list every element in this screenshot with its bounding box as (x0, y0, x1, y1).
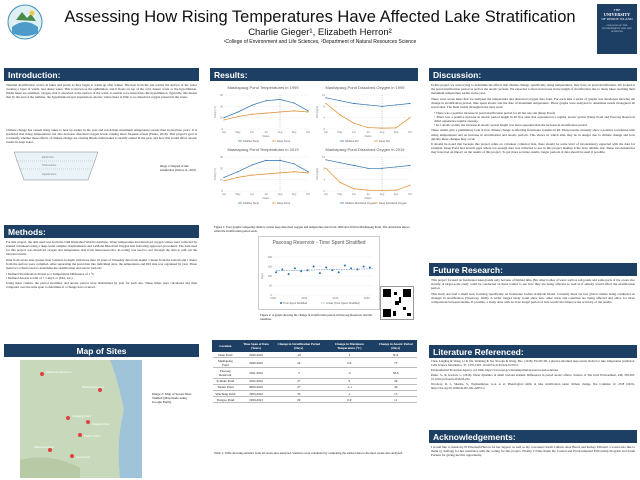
reference-item: Woolway, R. I., Sharma, S., Weyhenmeyer, G.A. et al. Phenological shifts in lake stratification under climate change. Nat Commun 12, 2318 (2021). https://doi.org/10.1038/s41467-021-22657-4 (431, 382, 635, 390)
table-cell: -1 (324, 390, 375, 396)
x-tick-label: May (337, 131, 343, 134)
data-point (339, 182, 340, 183)
site-marker-1[interactable] (40, 372, 44, 376)
poster-authors: Charlie Gieger¹, Elizabeth Herron² (248, 27, 392, 38)
legend-label: Shallow Temp (243, 139, 260, 143)
x-axis-label: Dates (262, 197, 270, 200)
map-heading (4, 344, 199, 357)
table-cell: 3 (274, 368, 324, 378)
x-axis-label: Dates (364, 135, 372, 138)
legend-label: Linear (Time Spent Stratified) (326, 302, 360, 305)
table-cell: 0.9 (324, 397, 375, 403)
future-p1: This project focused on freshwater lakes/ponds only because of limited time. But other bodies of water such as salt ponds and some parts of the ocean also stratify. A larger-scale study could be conducted on these bodies to see how they are being affected as well as if salinity would affect the stratification period. (431, 278, 635, 291)
x-tick-label: May (235, 193, 241, 196)
site-map (20, 360, 142, 478)
chart-title: Mashapaug Pond Dissolved Oxygen in 1999 (325, 85, 405, 90)
diagram-label-thermocline: Thermocline (42, 164, 57, 167)
table-header-cell: Change in Anoxic Period (Days) (375, 341, 417, 352)
y-tick-label: 0 (323, 128, 325, 131)
qr-code[interactable] (380, 286, 414, 320)
diagram-label-hypolimnion: Hypolimnion (42, 173, 57, 176)
legend-label: Shallow Dissolved Oxygen (345, 201, 376, 205)
chart-title: Mashapaug Pond Temperatures in 2019 (227, 147, 299, 152)
data-point (313, 266, 315, 268)
data-point (294, 267, 296, 269)
results-heading: Results: (210, 68, 418, 81)
data-point (409, 185, 410, 186)
discussion-p2: There were seven lakes that we analyzed the temperature and dissolved oxygen data from. For each lake a series of graphs was developed showing the change in stratification period, time spent anoxic and the date of maximum temperature. These graphs were analyzed to determine trends throughout all seven sites. The main trends throughout the sites were: (431, 96, 635, 109)
data-point (251, 105, 252, 106)
y-tick-label: 30 (220, 156, 223, 159)
y-tick-label: 100 (267, 275, 272, 278)
x-tick-label: Sep (291, 131, 297, 134)
y-tick-label: 8 (323, 167, 325, 171)
future-heading: Future Research: (429, 263, 637, 276)
x-tick-label: 2000 (301, 297, 308, 300)
y-axis-label: DO (mg/L) (316, 167, 319, 181)
x-tick-label: Apr (221, 193, 227, 196)
intro-text-2 (6, 128, 197, 144)
data-point (223, 117, 224, 118)
y-tick-label: 20 (220, 167, 223, 171)
table-cell: 24 (274, 358, 324, 368)
series-line (323, 104, 410, 131)
table-row (213, 397, 417, 403)
y-axis-label: Temp (°C) (214, 106, 217, 118)
chart-temp-2019 (214, 147, 312, 205)
discussion-b3: • In 5 anoxic ponds, the increase in anoxic period length was more apparent than the increase in stratification period. (434, 122, 588, 127)
series-line (224, 100, 308, 118)
table-cell: 29 (274, 397, 324, 403)
data-point (275, 271, 277, 273)
table-cell: 2000-2022 (238, 384, 274, 390)
table-cell: 27 (274, 378, 324, 384)
figure1-caption: Figure 1: Four graphs comparing shallow versus deep dissolved oxygen and temperature data from 1999 and 2019 in Mashapaug Pond. The dotted line shows when the stratification period ends. (214, 225, 410, 233)
data-point (281, 268, 283, 270)
table-cell: 29 (375, 378, 417, 384)
table-cell: 1991-2022 (238, 368, 274, 378)
poster-title: Assessing How Rising Temperatures Have Affected Lake Stratification (64, 8, 576, 26)
x-tick-label: 1990 (270, 297, 276, 300)
reference-item: Environmental Protection Agency. n.d. EPA. https://www.epa.gov/nutrientpollution/sources-and-solutions (431, 367, 559, 372)
table-cell: -3 (324, 368, 375, 378)
reference-item: Pasko, S., & Goetsch, L. (2016). Water dynamics in small lowland streams: Differences in period anoxic effects. Science of The Total Environment, 448, 359-365. 10.1016/j.scitotenv.2016.03.234 (431, 373, 635, 381)
table-header-cell: Change in Stratification Period (Days) (274, 341, 324, 352)
data-point (251, 164, 252, 165)
data-point (319, 272, 321, 274)
y-tick-label: 0 (221, 128, 223, 131)
data-point (307, 172, 308, 173)
x-tick-label: Oct (407, 193, 413, 196)
methods-b1: • Defined Stratification Period as a Temperature Difference of 1 °C (6, 271, 95, 276)
x-tick-label: Jun (249, 131, 255, 134)
data-point (251, 175, 252, 176)
table-cell: 0.9 (324, 358, 375, 368)
data-point (339, 114, 340, 115)
x-tick-label: Jun (249, 193, 255, 196)
literature-heading: Literature Referenced: (429, 345, 637, 358)
data-point (237, 116, 238, 117)
table-caption: Table 1: Table showing statistics from all seven sites analyzed. Statistics were calculated by comparing the earliest data to the most recent data analyzed. (214, 451, 403, 455)
data-point (307, 171, 308, 172)
discussion-p3: These results give a preliminary look at how climate change is affecting freshwater systems in RI. These results currently show a positive correlation with rising temperatures and an increase in stratification and anoxic periods. This shows us which sites may be in danger due to climate change and how quickly these changes may occur. (431, 128, 635, 141)
data-point (293, 102, 294, 103)
table-cell: N/A (375, 352, 417, 358)
data-point (265, 160, 266, 161)
univ-line-2: UNIVERSITY (603, 12, 631, 17)
site-marker-4[interactable] (78, 433, 82, 437)
y-tick-label: 0 (323, 190, 325, 193)
table-cell: -16 (274, 352, 324, 358)
intro-heading: Introduction: (4, 68, 199, 81)
data-point (325, 266, 327, 268)
data-point (307, 111, 308, 112)
map-caption: Image 2: Map of Seven Sites Studied (Map made using Google Earth) (152, 392, 192, 404)
x-tick-label: Oct (305, 193, 311, 196)
y-tick-label: 4 (323, 116, 325, 120)
legend-label: Time Spent Stratified (283, 302, 308, 305)
trendline (276, 269, 373, 271)
data-point (367, 127, 368, 128)
data-point (339, 162, 340, 163)
table-cell: 1999-2022 (238, 352, 274, 358)
legend-label: Deep Temp (277, 139, 291, 143)
discussion-heading: Discussion: (429, 68, 637, 81)
y-tick-label: 0 (221, 190, 223, 193)
x-tick-label: Sep (393, 193, 399, 196)
table-cell: 15 (375, 390, 417, 396)
data-point (325, 97, 326, 98)
legend-swatch (280, 302, 282, 304)
y-tick-label: 0 (270, 294, 272, 297)
table-cell-location: Yawgoo Pond (213, 397, 239, 403)
methods-p2: Data from seven sites greater than 5 meters in depth with more than 10 years of biweekly data from depths 1 meter from the bottom and 1 meter from the surface were compiled. After separating the pond data into individual sites, the temperature and DO data was organized by year. Three main two criteria used to determine the stratification and anoxic periods: (6, 257, 197, 271)
table-cell: 1990-2021 (238, 397, 274, 403)
methods-b2: • Defined Anoxia as DO of < 1 mg/L or (DO₂ sat.) (6, 275, 73, 280)
x-tick-label: 2010 (332, 297, 339, 300)
table-cell-location: Mashapaug Pond (213, 358, 239, 368)
table-cell-location: Pascoag Reservoir (213, 368, 239, 378)
x-tick-label: Sep (291, 193, 297, 196)
legend-label: Deep DO (379, 139, 390, 143)
diagram-label-epilimnion: Epilimnion (42, 156, 54, 159)
table-cell: 75 (375, 358, 417, 368)
univ-line-4: COLLEGE OF THE ENVIRONMENT AND LIFE SCIENCES (601, 24, 633, 33)
y-tick-label: 150 (267, 265, 272, 269)
table-cell-location: Scituate Pond (213, 378, 239, 384)
data-point (237, 111, 238, 112)
data-point (288, 273, 290, 275)
data-point (223, 177, 224, 178)
data-point (353, 165, 354, 166)
table-cell-location: Watchaug Pond (213, 390, 239, 396)
chart-title: Pascoag Reservoir - Time Spent Stratified (272, 240, 366, 246)
y-tick-label: 200 (267, 256, 272, 259)
data-point (300, 270, 302, 272)
site-label-6: Deep Pond (76, 455, 90, 459)
x-tick-label: Oct (407, 131, 413, 134)
legend-label: Shallow Temp (243, 201, 260, 205)
table-cell: 1992-2022 (238, 378, 274, 384)
methods-text (6, 240, 197, 335)
x-tick-label: Sep (393, 131, 399, 134)
data-point (223, 119, 224, 120)
data-point (395, 190, 396, 191)
data-point (367, 104, 368, 105)
ack-p1: I would like to thank my PI Elizabeth Herron for her support as well as my coworkers Sarah Cullum, Alex Burch and Kelsey Thibault. I would also like to thank Q. Kellogg for her assistance with the coding for this project. Finally, I'd like thank the Coastal and Environmental Fellowship Program and Sarah Puckett for giving me this opportunity. (431, 445, 635, 458)
data-point (307, 110, 308, 111)
data-point (251, 114, 252, 115)
data-point (367, 168, 368, 169)
data-point (237, 171, 238, 172)
y-tick-label: 10 (220, 116, 223, 120)
site-label-4: Tucker Pond (84, 434, 100, 438)
x-tick-label: Apr (323, 131, 329, 134)
y-tick-label: 4 (323, 178, 325, 182)
discussion-p4: It should be noted that because this project relies on volunteer collected data, there should be some level of inconsistency expected with the data for example, Deep Pond had several gaps where not enough data was collected to use in this project making it the least reliable site. These inconsistencies may have had an impact on the results of this project. To get more accurate results, longer periods of data should be used if possible. (431, 142, 635, 155)
data-point (353, 188, 354, 189)
x-tick-label: Aug (379, 193, 385, 196)
site-marker-6[interactable] (70, 454, 74, 458)
x-tick-label: Jul (264, 131, 268, 134)
map-heading-text: Map of Sites (76, 346, 127, 356)
data-point (325, 168, 326, 169)
y-axis-label: Temp (°C) (214, 168, 217, 180)
y-tick-label: 10 (220, 178, 223, 182)
series-line (323, 160, 410, 171)
x-axis-label: Dates (364, 197, 372, 200)
site-marker-3[interactable] (66, 416, 70, 420)
table-row (213, 368, 417, 378)
site-label-7: Yawgoo Pond (92, 422, 110, 426)
site-label-2: Mashapaug Pond (82, 385, 104, 389)
data-point (363, 266, 365, 268)
x-tick-label: May (235, 131, 241, 134)
chart-title: Mashapaug Pond Dissolved Oxygen in 2019 (325, 147, 405, 152)
discussion-b2: • There was a positive increase in anoxic period length in all five sites that experienced a regular anoxic period (Deep Pond and Pascoag Reservoir didn't experience regular anoxia). (434, 114, 635, 123)
table-cell-location: Tucker Pond (213, 384, 239, 390)
table-cell: 9 (324, 378, 375, 384)
table-header-cell: Change in Maximum Temperature (°C) (324, 341, 375, 352)
university-logo (597, 4, 637, 54)
methods-p3: Using these criteria, the period stratified, and anoxic period were determined by year for each site. These times were calculated and then compared over the time span to determine if a change had occurred. (6, 281, 197, 290)
data-point (344, 265, 346, 267)
data-point (237, 177, 238, 178)
table-cell: 50.6 (375, 368, 417, 378)
data-point (325, 103, 326, 104)
reference-item: Chen, Lingling & Wang, Li & Ma, Weiming & Xu, Xiaoqin & Wang, Hao. (2018). FLOW-3D, a physics-informed deep neural model for lake temperature prediction. Cells Science Informatics. 37. 1370-1393. 10.1007/s12145-024-01370-5. (431, 360, 635, 367)
table-row (213, 358, 417, 368)
data-point (409, 165, 410, 166)
x-tick-label: Jun (351, 193, 357, 196)
site-label-3: Yawgoog Pond (72, 414, 91, 418)
data-point (367, 190, 368, 191)
discussion-b1: • There was a positive increase in pond stratification period for all but one site (Deep Pond). (434, 110, 556, 115)
data-point (409, 103, 410, 104)
table-cell-location: Deep Pond (213, 352, 239, 358)
chart-pascoag (258, 236, 380, 310)
poster-affiliations: ¹College of Environment and Life Sciences, ²Department of Natural Resources Science (223, 39, 417, 45)
x-tick-label: Jun (351, 131, 357, 134)
discussion-p1: In this project we were trying to determine the effects that climate change, specifically rising temperatures, may have on pond stratification. We looked at the pond stratification period as well as the anoxic periods. We expected to find an increase in the length of stratification due to many lakes reaching their maximum temperature earlier in the year. (431, 83, 635, 96)
x-tick-label: Jul (264, 193, 268, 196)
intro-p1: Thermal stratification occurs in lakes and ponds as they begin to warm up after winter. The heat from the sun warms the surface of the water creating a layer of warm, less dense water. This is known as the epilimnion, and it floats on top of the cold, denser water or the hypolimnion. While lakes are stratified, oxygen, that is absorbed at the surface of the water, is unable to be mixed into the hypolimnion. Typically, this means that by the end of the summer, the hypolimnion layer experiences anoxia, where there is little to no dissolved oxygen present in the water. (6, 83, 197, 100)
y-tick-label: 12 (322, 94, 325, 97)
y-tick-label: 50 (269, 284, 272, 288)
table-cell: 33 (274, 390, 324, 396)
univ-line-3: OF RHODE ISLAND (601, 17, 633, 21)
y-tick-label: 30 (220, 94, 223, 97)
series-line (323, 167, 410, 190)
table-cell: 27 (274, 384, 324, 390)
chart-temp-1999 (214, 85, 312, 143)
series-line (224, 172, 308, 181)
chart-title: Mashapaug Pond Temperatures in 1999 (227, 85, 299, 90)
legend-label: Deep Temp (277, 201, 291, 205)
data-point (395, 127, 396, 128)
data-point (293, 171, 294, 172)
data-point (353, 103, 354, 104)
table-cell: 1993-2022 (238, 390, 274, 396)
table-cell: 1999-2022 (238, 358, 274, 368)
results-table (212, 340, 417, 403)
data-point (381, 190, 382, 191)
data-point (395, 166, 396, 167)
data-point (395, 104, 396, 105)
table-cell: 11 (375, 397, 417, 403)
discussion-text (431, 83, 635, 253)
data-point (293, 110, 294, 111)
data-point (369, 266, 371, 268)
figure2-caption: Figure 2: A graph showing the change in stratification period in Pascoag Reservoir and the trendline. (260, 313, 373, 321)
chart-do-2019 (316, 147, 414, 205)
data-point (293, 163, 294, 164)
y-tick-label: 20 (220, 105, 223, 109)
table-header-cell: Location (213, 341, 239, 352)
x-tick-label: 2020 (363, 297, 370, 300)
site-label-5: Watchaug Pond (34, 445, 54, 449)
table-cell: 46 (375, 384, 417, 390)
x-tick-label: Aug (277, 193, 283, 196)
future-text (431, 278, 635, 338)
ack-heading: Acknowledgements: (429, 430, 637, 443)
chart-do-1999 (316, 85, 414, 143)
table-cell: -1.1 (324, 384, 375, 390)
x-tick-label: Jul (366, 131, 370, 134)
y-axis-label: Days (261, 273, 264, 279)
legend-label: Shallow DO (345, 139, 359, 143)
table-cell: 3 (324, 352, 375, 358)
table-header-cell: Time Span of Data (Years) (238, 341, 274, 352)
stratification-diagram (12, 148, 100, 184)
univ-line-1: THE (613, 8, 621, 12)
methods-heading: Methods: (4, 225, 199, 238)
x-tick-label: Aug (277, 131, 283, 134)
x-tick-label: Apr (221, 131, 227, 134)
data-point (339, 100, 340, 101)
x-tick-label: Oct (305, 131, 311, 134)
data-point (265, 173, 266, 174)
y-tick-label: 8 (323, 105, 325, 109)
data-point (265, 100, 266, 101)
x-tick-label: Aug (379, 131, 385, 134)
intro-p2: Climate change has caused many lakes to heat up earlier in the year and reach their maximum temperature sooner than in previous years. It is predicted that rising temperatures can also decrease dissolved oxygen levels causing more frequent events (Pasko, 2016). This project's goal is to identify whether these effects of climate change are causing Rhode Island lakes to stratify earlier in the year, and how this would affect anoxic events in deep water. (6, 128, 197, 144)
intro-figure-caption: Image 1: Diagram of lake stratification (Chen et al., 2018) (160, 165, 196, 172)
y-tick-label: 12 (322, 156, 325, 159)
y-axis-label: DO (mg/L) (316, 105, 319, 119)
literature-text (431, 360, 635, 420)
data-point (409, 117, 410, 118)
data-point (338, 271, 340, 273)
series-line (224, 160, 308, 177)
data-point (265, 113, 266, 114)
legend-label: Deep Dissolved Oxygen (379, 201, 407, 205)
future-p2: This study also had a small area, focusing specifically on freshwater bodies in Rhode Island. Currently there are few global studies being conducted on changes in stratification (Woolway, 2020). A wider ranged study could show how other areas and countries are being affected and allow for more comparisons between studies. If possible, a study done with an even longer period of data would also improve the accuracy of the results. (431, 291, 635, 304)
site-marker-7[interactable] (86, 420, 90, 424)
x-tick-label: Jul (366, 193, 370, 196)
x-axis-label: Dates (262, 135, 270, 138)
data-point (223, 180, 224, 181)
data-point (353, 123, 354, 124)
site-label-1: Waterman Reservoir (46, 370, 72, 374)
ack-text (431, 445, 635, 477)
table-header-row (213, 341, 417, 352)
methods-p1: For this project, the data used was from the URI Watershed Watch's database. Water temperature and dissolved oxygen values were collected by trained volunteers using a deep-water sampler, thermometers and LaMotte Dissolved Oxygen kits following approved procedures. The data used for this project was dissolved oxygen and temperature data from lakes/reservoirs. R-coding was used to sort through the data to pull out the relevant results. (6, 240, 197, 257)
data-point (325, 159, 326, 160)
x-tick-label: May (337, 193, 343, 196)
x-tick-label: Apr (323, 193, 329, 196)
